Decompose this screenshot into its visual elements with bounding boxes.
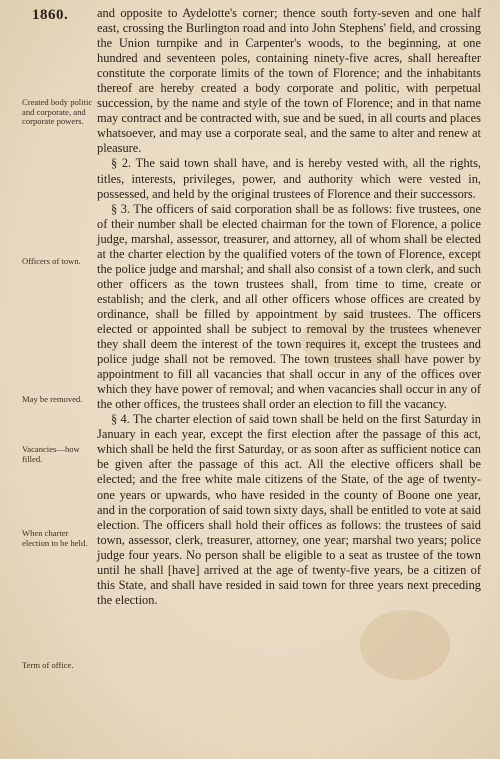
margin-note-charter-election: When charter election to be held. — [22, 528, 88, 548]
page-year: 1860. — [32, 7, 69, 23]
page-stain — [360, 610, 450, 680]
margin-note-officers: Officers of town. — [22, 256, 81, 266]
margin-note-removal: May be removed. — [22, 394, 83, 404]
margin-note-term-of-office: Term of office. — [22, 660, 74, 670]
paragraph-section-3: § 3. The officers of said corporation shall be as follows: five trustees, one of their number shall be elected chairman for the town of Florence, a police judge, marshal, assessor, treasurer, and attorney, all of whom shall be elected at the charter election by the qualified voters of the town of Florence, except the police judge and marshal; and shall also consist of a town clerk, and such other officers as the town trustees shall, from time to time, create or establish; and the clerk, and all other officers whose offices are created by ordinance, shall be filled by appointment by said trustees. The officers elected or appointed shall be subject to removal by the trustees whenever they shall deem the interest of the town requires it, except the trustees and police judge shall not be removed. The town trustees shall have power by appointment to fill all vacancies that shall occur in any of the offices over which they have power of removal; and when vacancies shall occur in any of the other offices, the trustees shall order an election to fill the vacancy. — [97, 201, 481, 412]
paragraph-section-1-end: and opposite to Aydelotte's corner; thence south forty-seven and one half east, crossing the Burlington road and into John Stephens' field, and crossing the Union turnpike and in Carpenter's woods, to the beginning, at one hundred and seventeen poles, containing ninety-five acres, shall hereafter constitute the corporate limits of the town of Florence; and the inhabitants thereof are hereby created a body corporate and politic, with perpetual succession, by the name and style of the town of Florence; and in that name may contract and be contracted with, sue and be sued, in all courts and places whatsoever, and may use a corporate seal, and the same to alter and renew at pleasure. — [97, 6, 481, 156]
margin-note-vacancies: Vacancies—how filled. — [22, 444, 80, 464]
paragraph-section-2: § 2. The said town shall have, and is hereby vested with, all the rights, titles, interests, privileges, power, and authority which were vested in, possessed, and held by the original trustees of Florence and their successors. — [97, 156, 481, 201]
margin-note-body-politic: Created body politic and corporate, and corporate powers. — [22, 97, 93, 127]
statute-text — [97, 6, 481, 608]
paragraph-section-4: § 4. The charter election of said town shall be held on the first Saturday in January in each year, except the first election after the passage of this act, which shall be held the first Saturday, or as soon after as sufficient notice can be given after the passage of this act. All the elective officers shall be elected; and the free white male citizens of the State, of the age of twenty-one years or upwards, who have resided in the county of Boone one year, and in the corporation of said town sixty days, shall be entitled to vote at said election. The officers shall hold their offices as follows: the trustees of said town, assessor, clerk, treasurer, attorney, one year; marshal two years; police judge four years. No person shall be eligible to a seat as trustee of the town until he shall [have] arrived at the age of twenty-five years, be a citizen of this State, and shall have resided in said town for three years next preceding the election. — [97, 412, 481, 607]
